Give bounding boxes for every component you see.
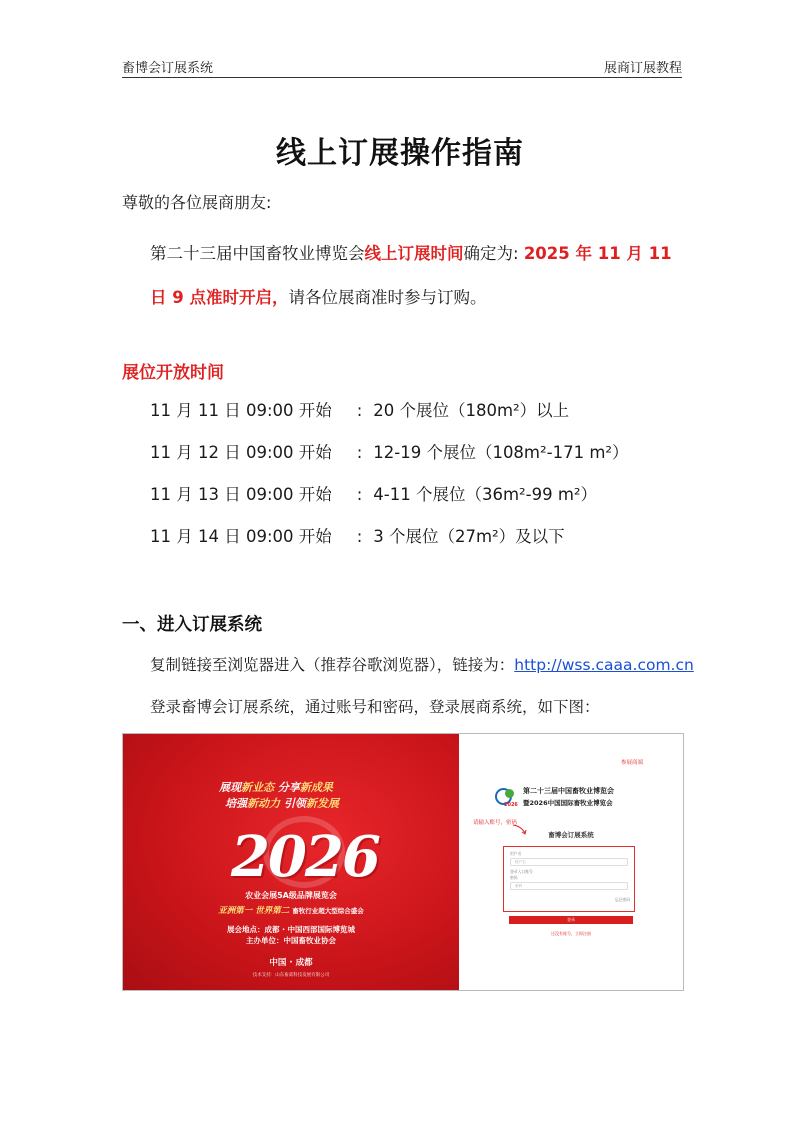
login-button[interactable]: 登录: [509, 916, 633, 924]
booth-schedule: [150, 398, 629, 566]
slogan-text: 新业态: [241, 781, 274, 794]
page-title: 线上订展操作指南: [276, 136, 524, 171]
username-label: 用户名: [510, 851, 522, 856]
schedule-time: 09:00 开始: [246, 527, 332, 546]
login-instruction: 登录畜博会订展系统，通过账号和密码，登录展商系统，如下图：: [150, 698, 600, 716]
copy-text: 复制链接至浏览器进入（推荐谷歌浏览器），链接为：: [150, 656, 515, 674]
banner-line2: [123, 904, 459, 916]
banner-line1: 农业会展5A级品牌展览会: [245, 891, 337, 900]
system-name: 畜博会订展系统: [548, 831, 594, 839]
schedule-time: 09:00 开始: [246, 401, 332, 420]
expo-title: 第二十三届中国畜牧业博览会: [523, 786, 614, 795]
schedule-time: 09:00 开始: [246, 485, 332, 504]
banner-year: 2026: [231, 824, 379, 890]
copy-link-instruction: [150, 653, 694, 675]
schedule-date: 11 月 13 日: [150, 485, 241, 504]
header-left: 畜博会订展系统: [122, 61, 214, 76]
expo-banner: [123, 734, 459, 990]
header-right: 展商订展教程: [603, 61, 682, 76]
banner-tech: 技术支持：山东畜禽科技发展有限公司: [252, 973, 330, 978]
schedule-row: [150, 440, 629, 482]
password-input[interactable]: 密码: [510, 882, 628, 890]
forgot-password-link[interactable]: 忘记密码: [614, 897, 630, 902]
banner-city: 中国 · 成都: [269, 958, 313, 968]
schedule-sep: :: [356, 443, 363, 462]
intro-part5: 请各位展商准时参与订购。: [288, 288, 487, 307]
login-panel: [459, 734, 683, 990]
schedule-row: [150, 524, 629, 566]
schedule-desc: 20 个展位（180m²）以上: [373, 401, 570, 420]
schedule-row: [150, 482, 629, 524]
schedule-time: 09:00 开始: [246, 443, 332, 462]
register-link[interactable]: 还没有账号，立即注册: [551, 931, 591, 936]
page-header: [122, 55, 682, 78]
greeting: 尊敬的各位展商朋友:: [122, 193, 272, 212]
intro-paragraph: [150, 232, 690, 320]
schedule-date: 11 月 12 日: [150, 443, 241, 462]
expo-logo: [495, 786, 519, 806]
section-heading-enter-system: 一、进入订展系统: [122, 615, 262, 635]
banner-venue: 展会地点：成都 · 中国西部国际博览城: [226, 925, 356, 934]
schedule-desc: 12-19 个展位（108m²-171 m²）: [373, 443, 629, 462]
banner-organizer: 主办单位：中国畜牧业协会: [246, 936, 336, 945]
exhibitor-link[interactable]: 参展商端: [620, 760, 643, 766]
login-form-highlight: [503, 846, 635, 912]
slogan-text: 引领: [280, 797, 306, 810]
schedule-desc: 3 个展位（27m²）及以下: [373, 527, 565, 546]
intro-date: 2025 年 11 月 11 日 9 点准时开启，: [150, 244, 672, 307]
schedule-desc: 4-11 个展位（36m²-99 m²）: [373, 485, 598, 504]
schedule-row: [150, 398, 629, 440]
password-label: 密码: [510, 875, 518, 880]
slogan-text: 新成果: [299, 781, 333, 794]
banner-slogan: [219, 780, 339, 812]
expo-subtitle: 暨2026中国国际畜牧业博览会: [523, 799, 613, 807]
schedule-date: 11 月 14 日: [150, 527, 241, 546]
login-screenshot-figure: [122, 733, 684, 991]
intro-part3: 确定为:: [463, 244, 519, 263]
banner-line2a: 亚洲第一 世界第二: [218, 906, 290, 916]
slogan-text: 展现: [219, 781, 241, 794]
schedule-sep: :: [356, 485, 363, 504]
slogan-text: 培强: [225, 797, 247, 810]
schedule-date: 11 月 11 日: [150, 401, 241, 420]
system-link[interactable]: http://wss.caaa.com.cn: [514, 656, 694, 674]
booth-open-heading: 展位开放时间: [122, 363, 224, 383]
login-entry-label: 登录入口账号: [510, 869, 533, 874]
slogan-text: 分享: [274, 781, 300, 794]
annotation-hint: 请输入账号，密码: [473, 820, 518, 826]
schedule-sep: :: [356, 401, 363, 420]
intro-part1: 第二十三届中国畜牧业博览会: [150, 244, 365, 263]
logo-dot-icon: [505, 789, 514, 798]
slogan-text: 新发展: [305, 797, 339, 810]
username-input[interactable]: 账户名: [510, 858, 628, 866]
banner-line2b: 畜牧行业超大型综合盛会: [292, 907, 364, 915]
slogan-text: 新动力: [247, 797, 280, 810]
intro-highlight-time: 线上订展时间: [364, 244, 464, 263]
schedule-sep: :: [356, 527, 363, 546]
logo-year: 2026: [504, 802, 518, 808]
